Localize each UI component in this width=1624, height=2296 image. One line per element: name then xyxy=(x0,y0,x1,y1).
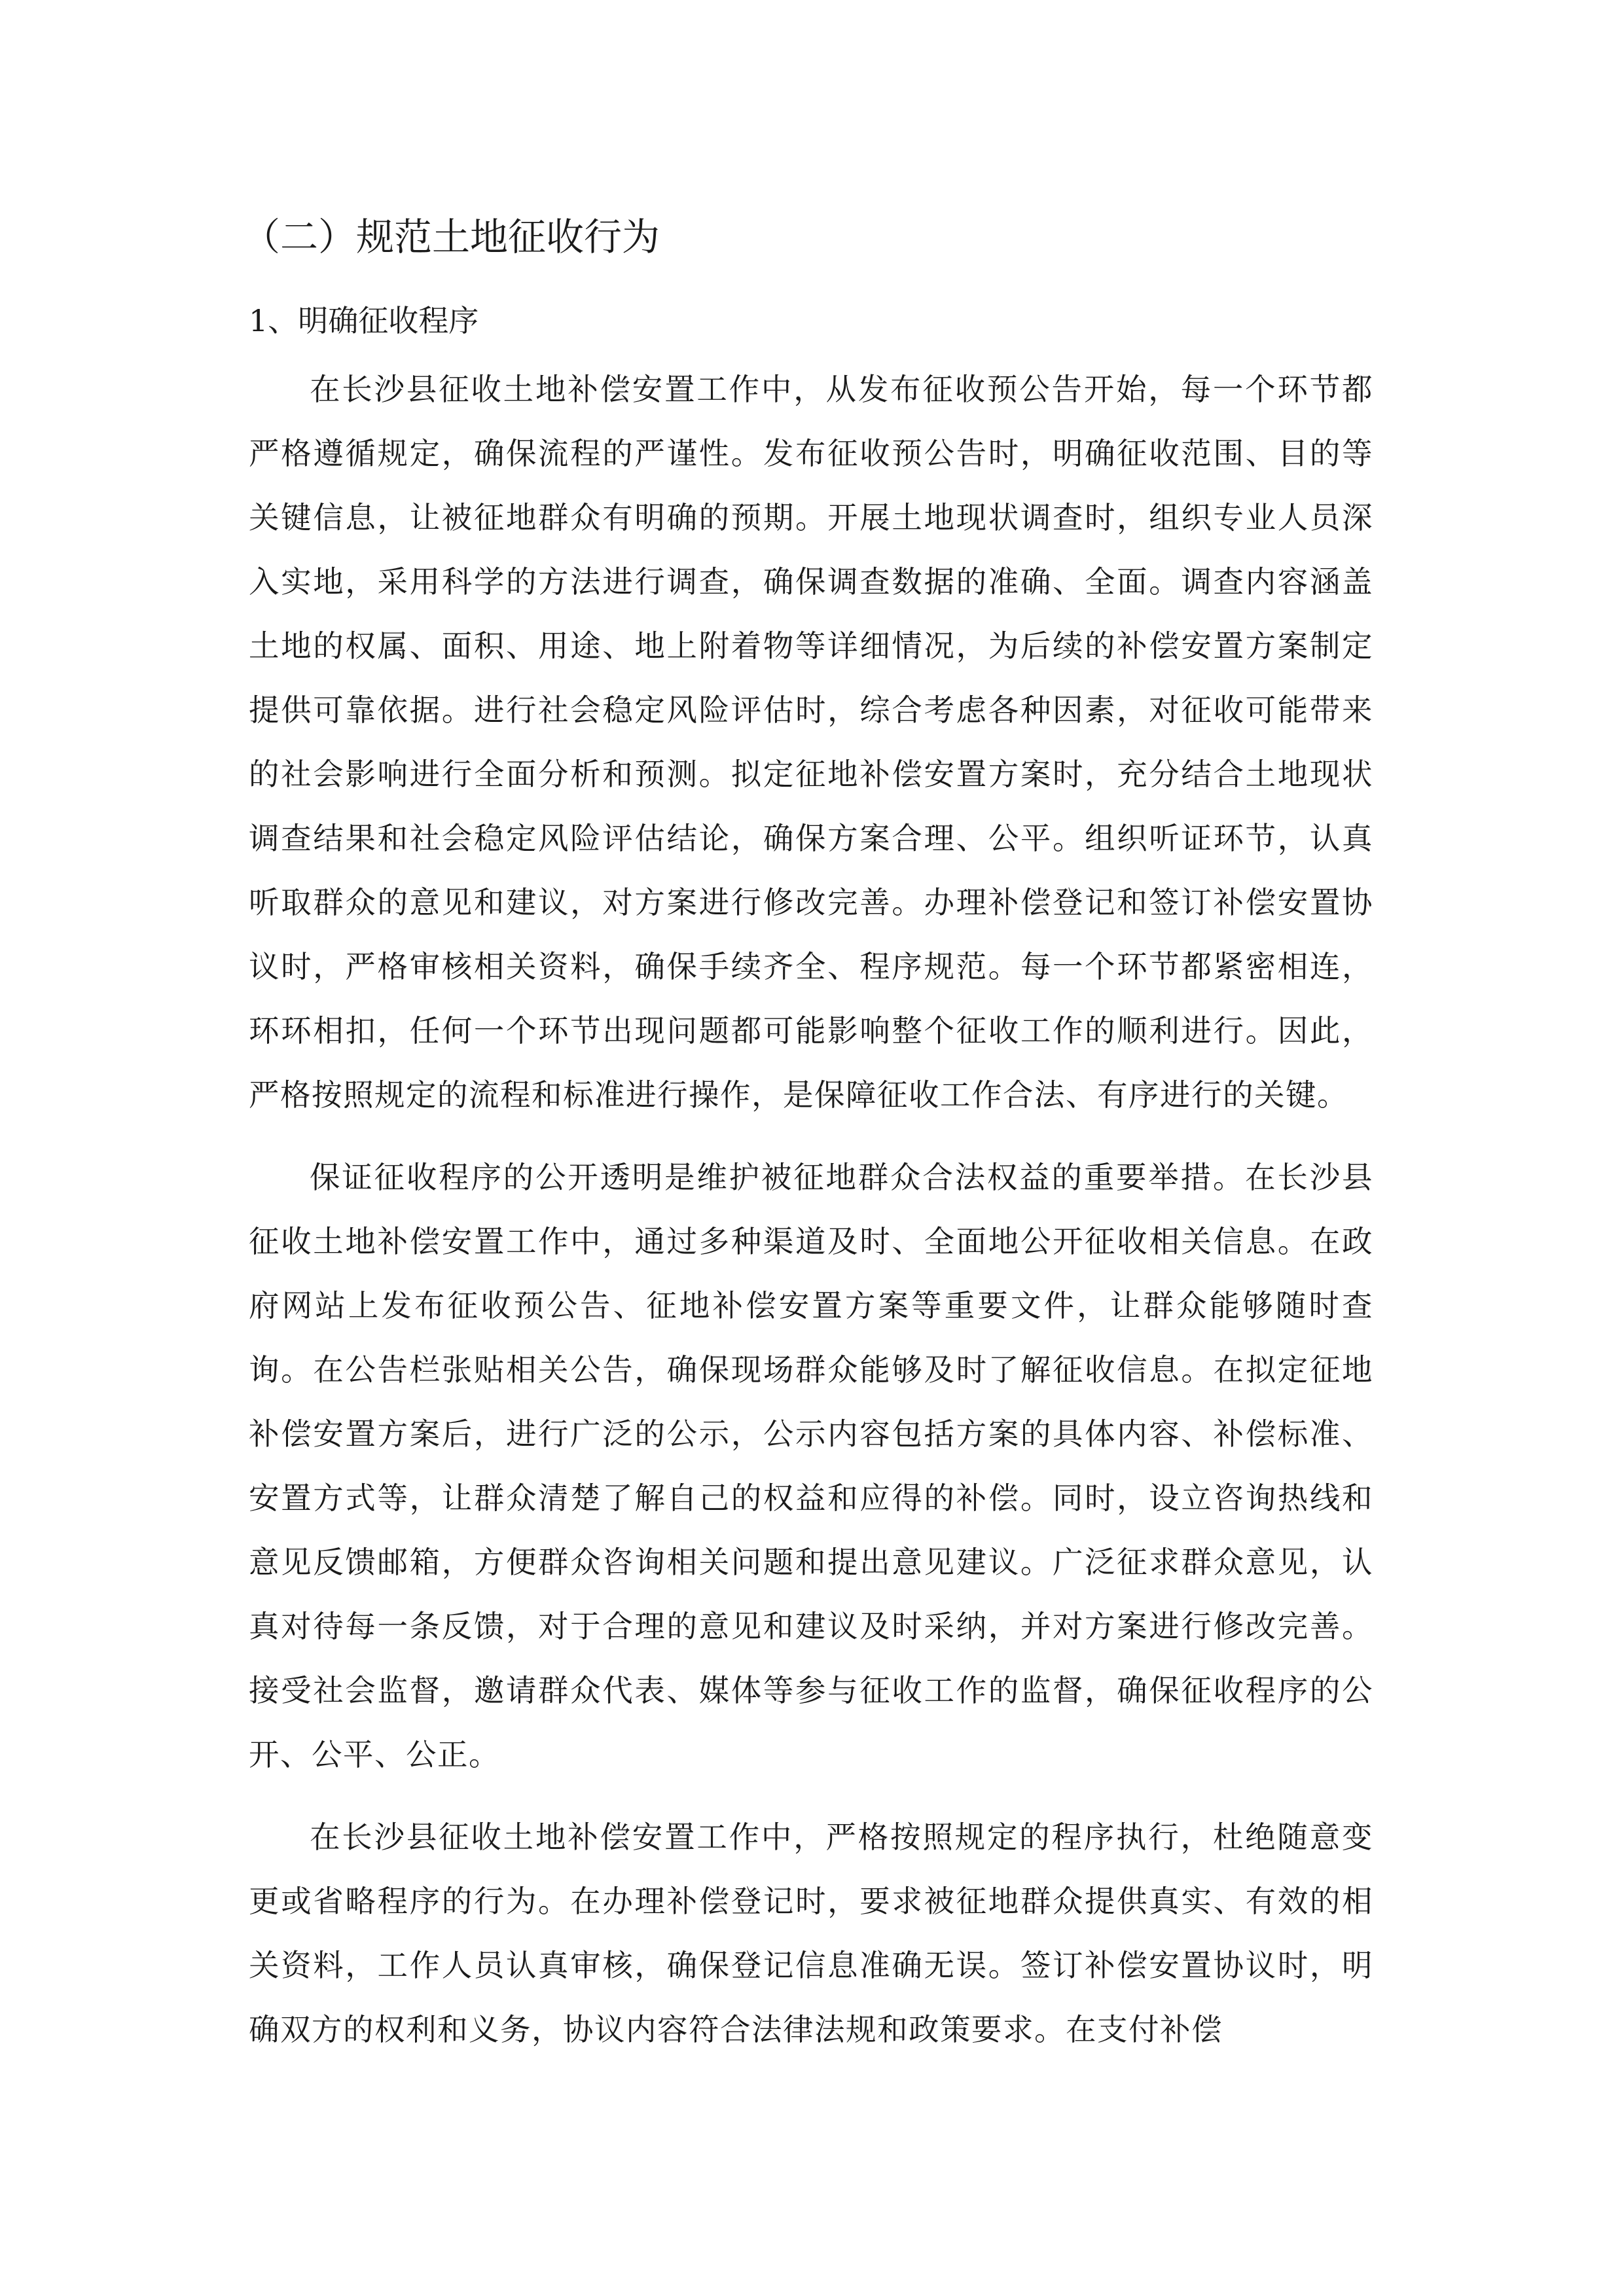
sub-heading: 1、明确征收程序 xyxy=(249,303,479,338)
paragraph: 保证征收程序的公开透明是维护被征地群众合法权益的重要举措。在长沙县征收土地补偿安置工作中，通过多种渠道及时、全面地公开征收相关信息。在政府网站上发布征收预公告、征地补偿安置方案等重要文件，让群众能够随时查询。在公告栏张贴相关公告，确保现场群众能够及时了解征收信息。在拟定征地补偿安置方案后，进行广泛的公示，公示内容包括方案的具体内容、补偿标准、安置方式等，让群众清楚了解自己的权益和应得的补偿。同时，设立咨询热线和意见反馈邮箱，方便群众咨询相关问题和提出意见建议。广泛征求群众意见，认真对待每一条反馈，对于合理的意见和建议及时采纳，并对方案进行修改完善。接受社会监督，邀请群众代表、媒体等参与征收工作的监督，确保征收程序的公开、公平、公正。 xyxy=(249,1160,1373,1772)
paragraph: 在长沙县征收土地补偿安置工作中，严格按照规定的程序执行，杜绝随意变更或省略程序的行为。在办理补偿登记时，要求被征地群众提供真实、有效的相关资料，工作人员认真审核，确保登记信息准确无误。签订补偿安置协议时，明确双方的权利和义务，协议内容符合法律法规和政策要求。在支付补偿 xyxy=(249,1820,1373,2047)
paragraph: 在长沙县征收土地补偿安置工作中，从发布征收预公告开始，每一个环节都严格遵循规定，确保流程的严谨性。发布征收预公告时，明确征收范围、目的等关键信息，让被征地群众有明确的预期。开展土地现状调查时，组织专业人员深入实地，采用科学的方法进行调查，确保调查数据的准确、全面。调查内容涵盖土地的权属、面积、用途、地上附着物等详细情况，为后续的补偿安置方案制定提供可靠依据。进行社会稳定风险评估时，综合考虑各种因素，对征收可能带来的社会影响进行全面分析和预测。拟定征地补偿安置方案时，充分结合土地现状调查结果和社会稳定风险评估结论，确保方案合理、公平。组织听证环节，认真听取群众的意见和建议，对方案进行修改完善。办理补偿登记和签订补偿安置协议时，严格审核相关资料，确保手续齐全、程序规范。每一个环节都紧密相连，环环相扣，任何一个环节出现问题都可能影响整个征收工作的顺利进行。因此，严格按照规定的流程和标准进行操作，是保障征收工作合法、有序进行的关键。 xyxy=(249,372,1373,1113)
section-heading: （二）规范土地征收行为 xyxy=(242,215,660,259)
body-text xyxy=(249,357,1373,2080)
